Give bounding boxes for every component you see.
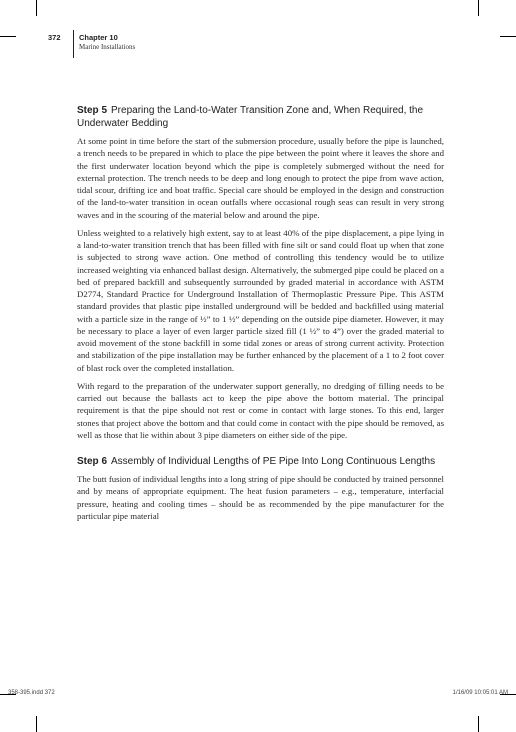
section-step-6 bbox=[77, 455, 444, 522]
section-heading bbox=[77, 455, 444, 468]
header-divider bbox=[73, 30, 74, 58]
crop-mark bbox=[36, 0, 37, 16]
page-body bbox=[77, 104, 444, 528]
step-label: Step 5 bbox=[77, 105, 108, 116]
paragraph: Unless weighted to a relatively high extent, say to at least 40% of the pipe displacement, a pipe lying in a land-to-water transition trench that has been filled with fine silt or sand could float up when that zone is subjected to strong wave action. One method of controlling this tendency would be to utilize increased weighting via enhanced ballast design. Alternatively, the submerged pipe could be placed on a bed of prepared backfill and subsequently surrounded by graded material in accordance with ASTM D2774, Standard Practice for Underground Installation of Thermoplastic Pressure Pipe. This ASTM standard provides that plastic pipe installed underground will be bedded and backfilled using material with a particle size in the range of ½” to 1 ½” depending on the outside pipe diameter. However, it may be necessary to place a layer of even larger particle sized fill (1 ½” to 4”) over the graded material to avoid movement of the stone backfill in some tidal zones or areas of strong current activity. Protection and stabilization of the pipe installation may be further enhanced by the placement of a 1 to 2 foot cover of blast rock over the completed installation. bbox=[77, 227, 444, 373]
section-step-5 bbox=[77, 104, 444, 441]
heading-text: Assembly of Individual Lengths of PE Pipe Into Long Continuous Lengths bbox=[111, 456, 436, 467]
page-number: 372 bbox=[48, 33, 61, 42]
heading-text: Preparing the Land-to-Water Transition Zone and, When Required, the Underwater Bedding bbox=[77, 105, 424, 129]
step-label: Step 6 bbox=[77, 456, 108, 467]
paragraph: At some point in time before the start of the submersion procedure, usually before the pipe is launched, a trench needs to be prepared in which to place the pipe between the point where it leaves the shore and the first underwater location beyond which the pipe is completely submerged without the need for external protection. The trench needs to be deep and long enough to protect the pipe from wave action, tidal scour, drifting ice and boat traffic. Special care should be employed in the design and construction of the land-to-water transition in ocean outfalls where occasional rough seas can result in very strong waves and in the scouring of the material below and around the pipe. bbox=[77, 136, 444, 220]
crop-mark bbox=[478, 0, 479, 16]
slug-file: 358-395.indd 372 bbox=[8, 690, 55, 696]
crop-mark bbox=[478, 716, 479, 732]
paragraph: The butt fusion of individual lengths into a long string of pipe should be conducted by trained personnel and by means of appropriate equipment. The heat fusion parameters – e.g., temperature, interfacial pressure, heating and cooling times – should be as recommended by the pipe manufacturer for the particular pipe material bbox=[77, 474, 444, 521]
paragraph: With regard to the preparation of the underwater support generally, no dredging of filling needs to be carried out because the ballasts act to keep the pipe above the bottom material. The principal requirement is that the pipe should not rest or come in contact with large stones. To this end, larger stones that project above the bottom and that could come in contact with the pipe should be removed, as well as those that lie within about 3 pipe diameters on either side of the pipe. bbox=[77, 380, 444, 440]
section-heading bbox=[77, 104, 444, 130]
crop-mark bbox=[36, 716, 37, 732]
crop-mark bbox=[0, 36, 16, 37]
slug-timestamp: 1/16/09 10:05:01 AM bbox=[452, 690, 508, 696]
crop-mark bbox=[500, 36, 516, 37]
chapter-title: Marine Installations bbox=[79, 43, 136, 51]
chapter-label: Chapter 10 bbox=[79, 33, 118, 42]
